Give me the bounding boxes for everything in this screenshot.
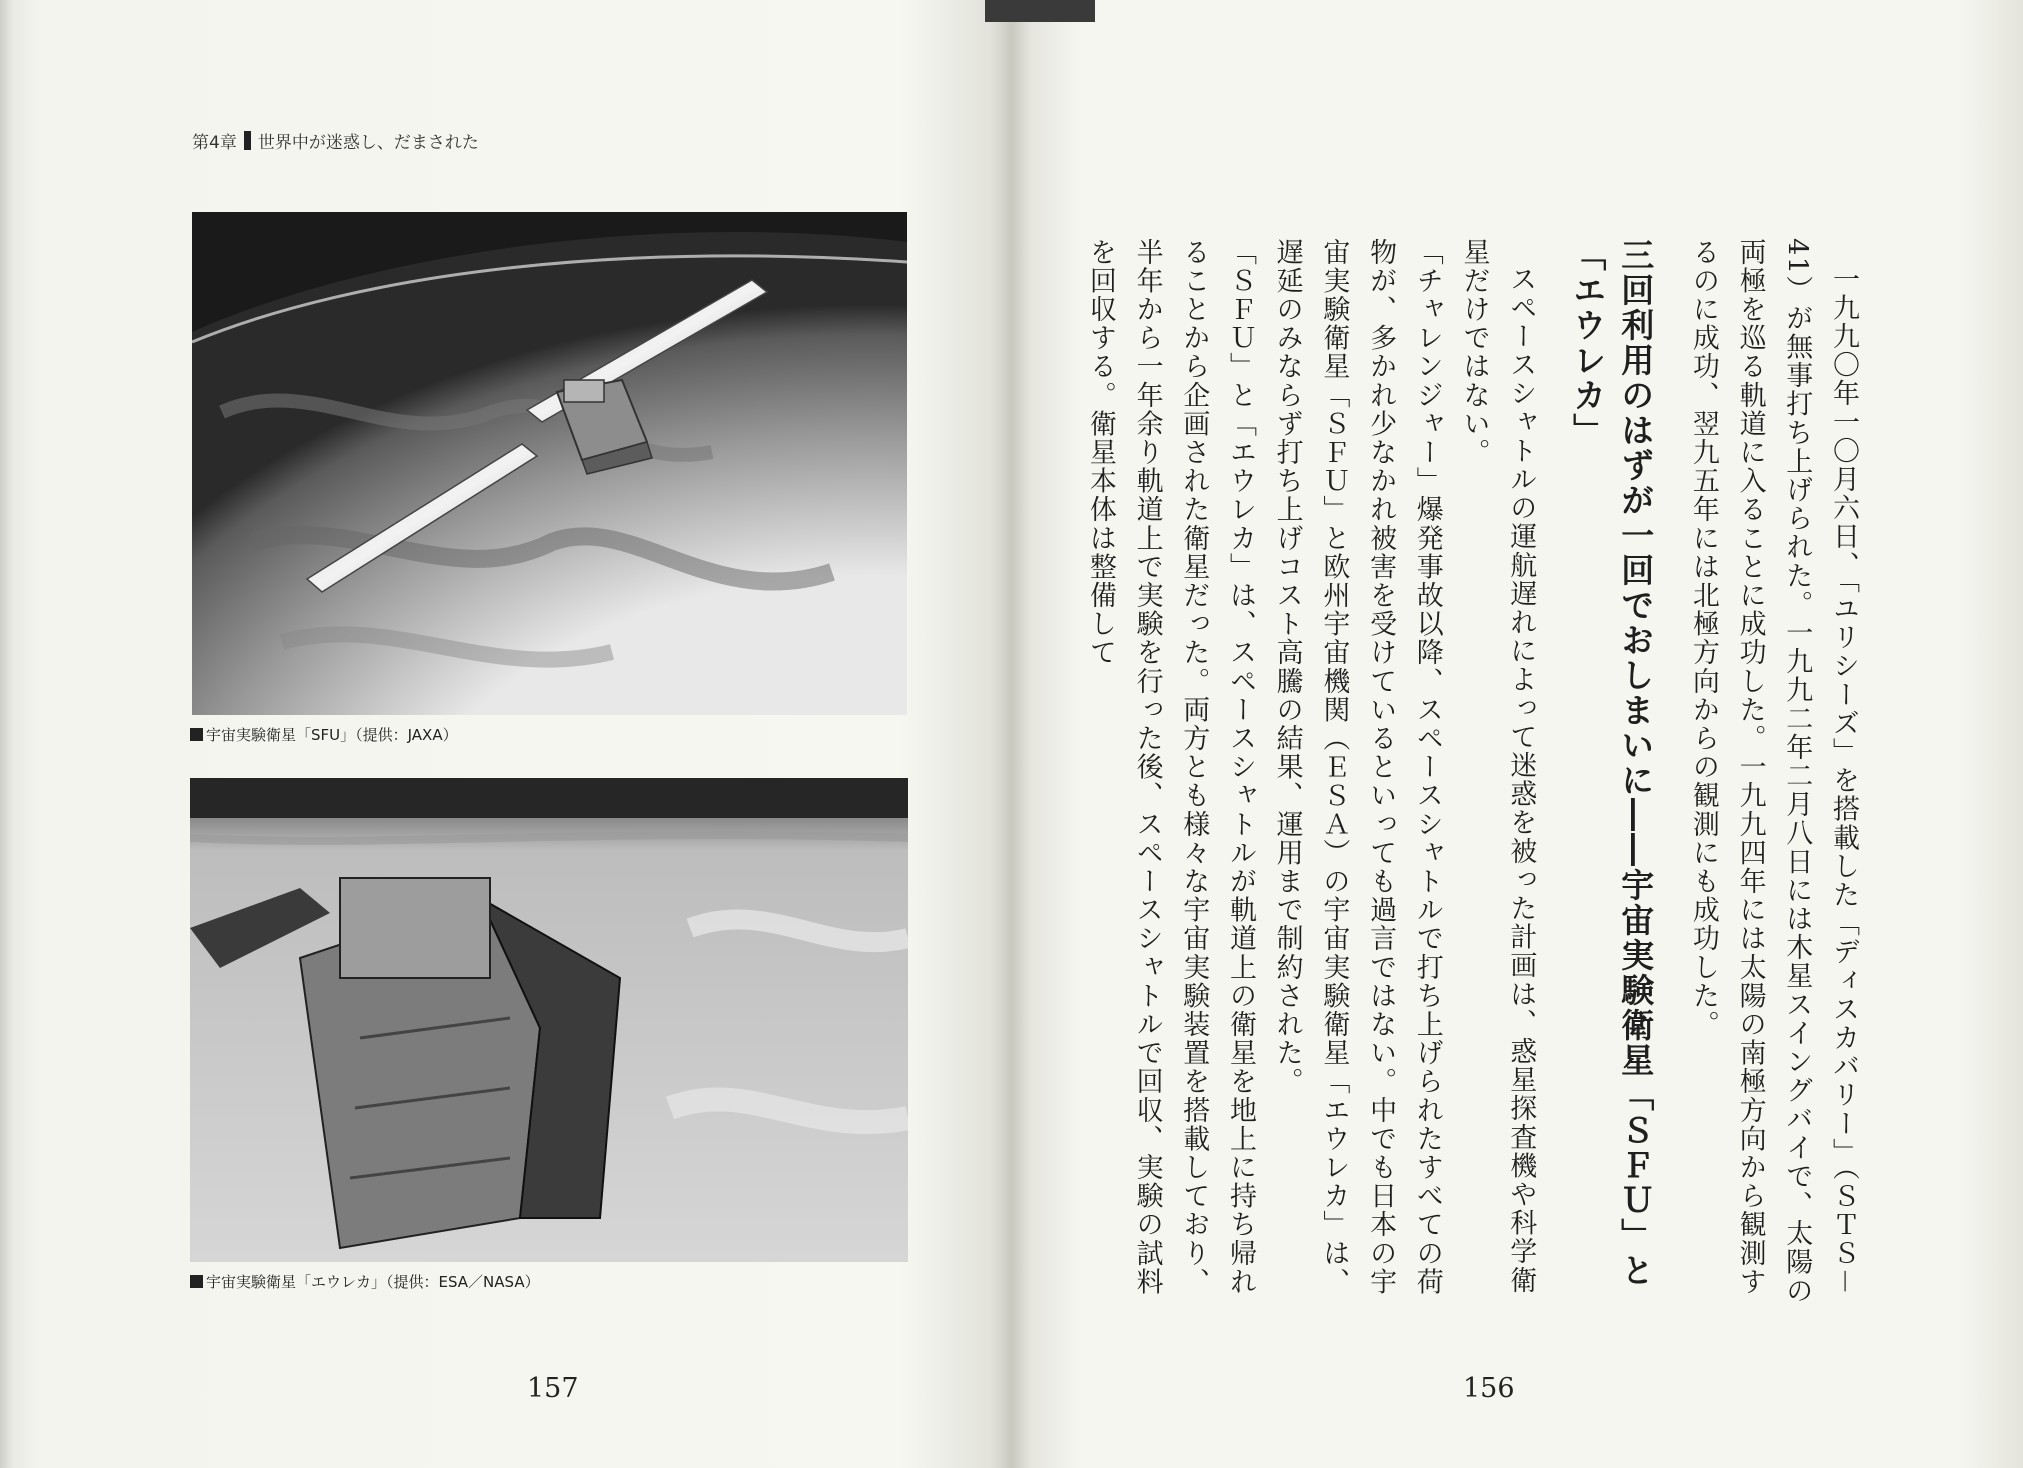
section-heading: 三回利用のはずが一回でおしまいに――宇宙実験衛星「ＳＦＵ」と「エウレカ」 [1568,238,1656,1288]
gutter-shadow [985,0,1095,22]
figure-caption-sfu [190,724,458,745]
photo-eureca [190,778,908,1262]
paragraph: スペースシャトルの運航遅れによって迷惑を被った計画は、惑星探査機や科学衛星だけではない。 [1458,238,1537,1295]
figure-caption-eureca [190,1271,540,1292]
chapter-title: 世界中が迷惑し、だまされた [257,133,479,153]
running-head-bar [244,131,251,150]
paragraph: 「ＳＦＵ」と「エウレカ」は、スペースシャトルが軌道上の衛星を地上に持ち帰れることから企画された衛星だった。両方とも様々な宇宙実験装置を搭載しており、半年から一年余り軌道上で実験を行った後、スペースシャトルで回収、実験の試料を回収する。衛星本体は整備して [1084,238,1256,1297]
caption-marker-icon [190,728,203,741]
chapter-number: 第4章 [192,133,237,153]
caption-marker-icon [190,1275,203,1288]
running-head [192,128,479,153]
page-number-left: 157 [527,1373,579,1404]
photo-sfu [192,212,907,715]
sfu-satellite-image [192,212,907,715]
paragraph: 「チャレンジャー」爆発事故以降、スペースシャトルで打ち上げられたすべての荷物が、多かれ少なかれ被害を受けているといっても過言ではない。中でも日本の宇宙実験衛星「ＳＦＵ」と欧州宇宙機関（ＥＳＡ）の宇宙実験衛星「エウレカ」は、遅延のみならず打ち上げコスト高騰の結果、運用まで制約された。 [1271,238,1443,1297]
caption-text: 宇宙実験衛星「エウレカ」（提供：ESA／NASA） [206,1273,540,1291]
body-text [826,238,1866,1318]
eureca-satellite-image [190,778,908,1262]
caption-text: 宇宙実験衛星「SFU」（提供：JAXA） [206,726,458,744]
page-number-right: 156 [1463,1373,1515,1404]
page-edge [0,0,14,1468]
paragraph: 一九九〇年一〇月六日、「ユリシーズ」を搭載した「ディスカバリー」（ＳＴＳ－41）が無事打ち上げられた。一九九二年二月八日には木星スイングバイで、太陽の両極を巡る軌道に入ることに成功した。一九九四年には太陽の南極方向から観測するのに成功、翌九五年には北極方向からの観測にも成功した。 [1687,238,1859,1306]
